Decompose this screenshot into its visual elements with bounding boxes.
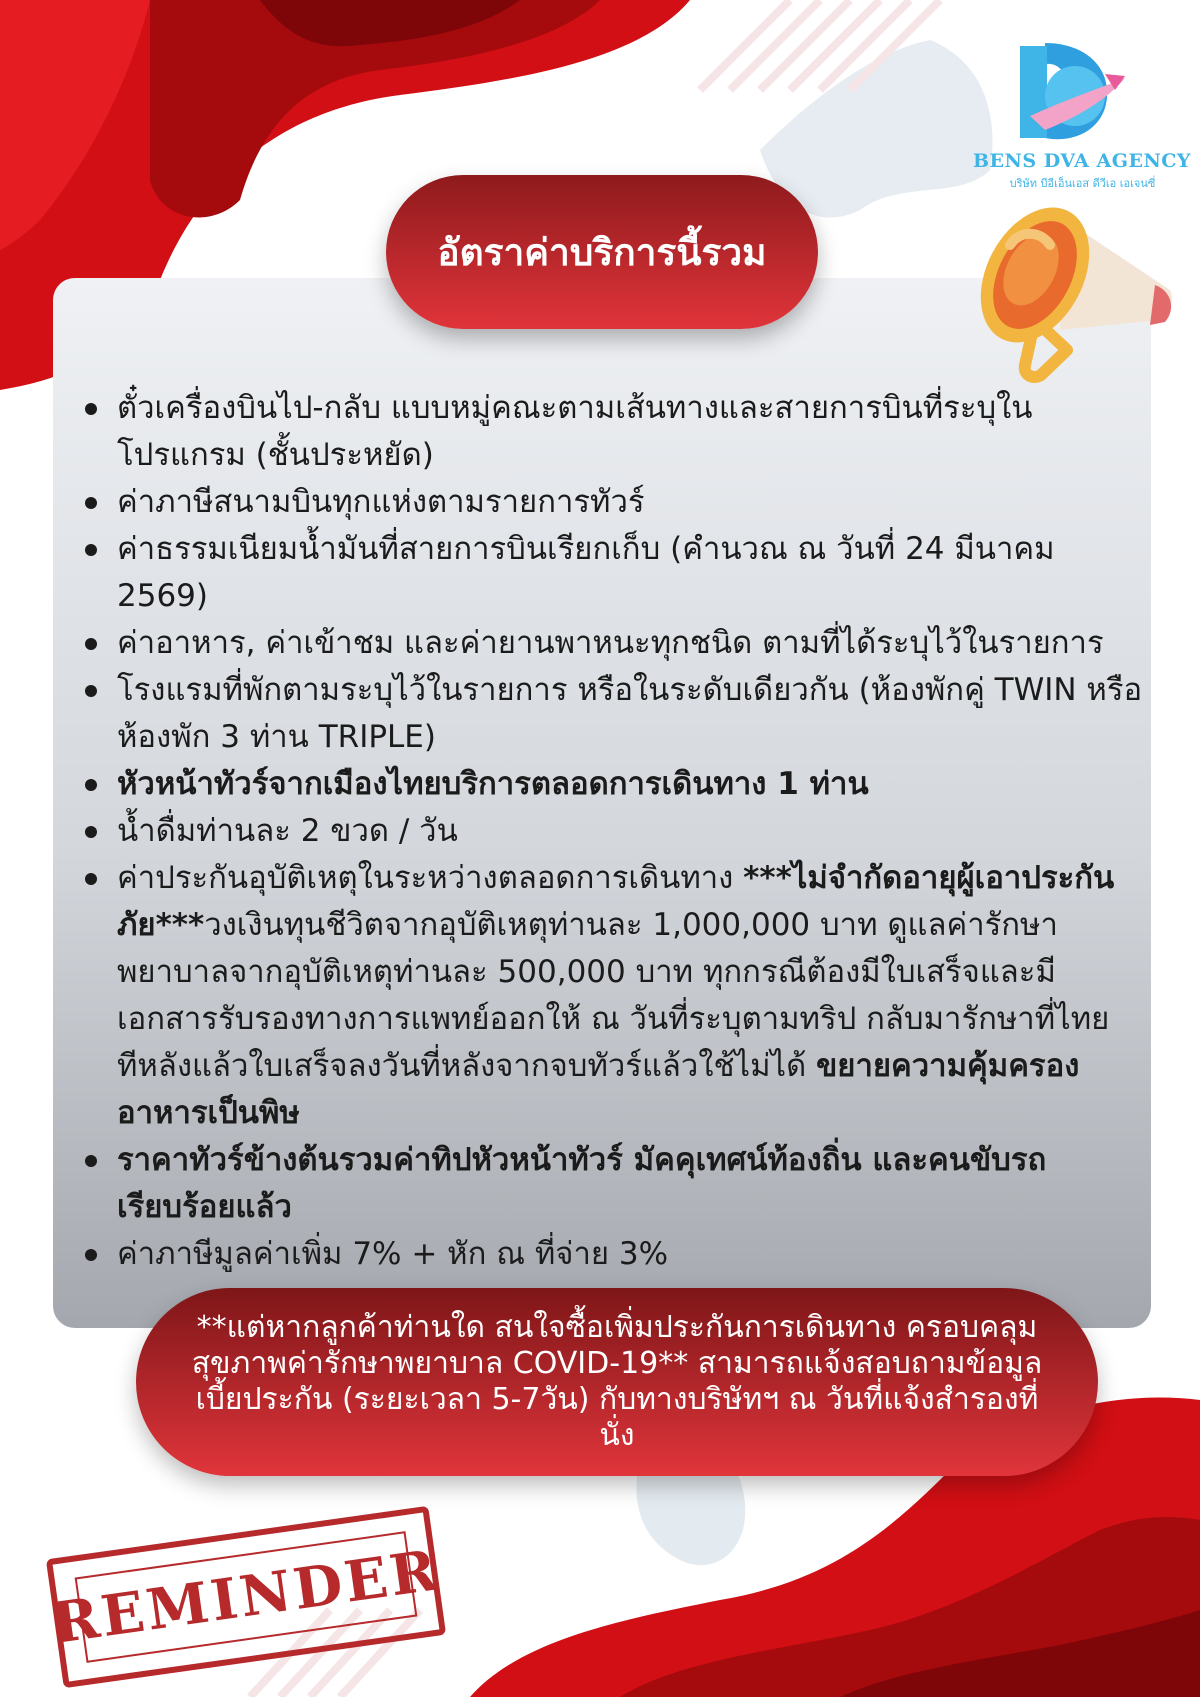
list-item-text: ค่าธรรมเนียมน้ำมันที่สายการบินเรียกเก็บ (คำนวณ ณ วันที่ 24 มีนาคม 2569) [117,531,1055,614]
list-item-text: ค่าภาษีสนามบินทุกแห่งตามรายการทัวร์ [117,484,645,520]
bens-dva-logo-icon [975,38,1190,148]
list-item-text: หัวหน้าทัวร์จากเมืองไทยบริการตลอดการเดินทาง 1 ท่าน [117,766,869,802]
page-title: อัตราค่าบริการนี้รวม [437,230,767,274]
reminder-stamp-inner [48,1531,444,1663]
included-services-list [82,385,1152,1278]
list-item [82,667,1152,761]
insurance-bold-food: ขยายความคุ้มครองอาหารเป็นพิษ [117,1048,1080,1131]
list-item [82,1137,1152,1231]
list-item-text: ราคาทัวร์ข้างต้นรวมค่าทิปหัวหน้าทัวร์ มัคคุเทศน์ท้องถิ่น และคนขับรถเรียบร้อยแล้ว [117,1142,1047,1225]
insurance-note-text: **แต่หากลูกค้าท่านใด สนใจซื้อเพิ่มประกันการเดินทาง ครอบคลุมสุขภาพค่ารักษาพยาบาล COVID-19** สามารถแจ้งสอบถามข้อมูลเบี้ยประกัน (ระยะเวลา 5-7วัน) กับทางบริษัทฯ ณ วันที่แจ้งสำรองที่นั่ง [191,1310,1043,1453]
list-item [82,385,1152,479]
list-item [82,808,1152,855]
list-item [82,479,1152,526]
list-item-text: ค่าอาหาร, ค่าเข้าชม และค่ายานพาหนะทุกชนิด ตามที่ได้ระบุไว้ในรายการ [117,625,1104,661]
logo-company-name: BENS DVA AGENCY [972,150,1191,172]
list-item [82,1231,1152,1278]
insurance-bold-age: ***ไม่จำกัดอายุผู้เอาประกันภัย*** [117,860,1115,943]
list-item [82,620,1152,667]
list-item-text: ค่าภาษีมูลค่าเพิ่ม 7% + หัก ณ ที่จ่าย 3% [117,1236,669,1272]
title-banner [386,175,818,329]
list-item [82,526,1152,620]
insurance-text-part2: วงเงินทุนชีวิตจากอุบัติเหตุท่านละ 1,000,000 บาท ดูแลค่ารักษาพยาบาลจากอุบัติเหตุท่านละ 500,000 บาท ทุกกรณีต้องมีใบเสร็จและมีเอกสารรับรองทางการแพทย์ออกให้ ณ วันที่ระบุตามทริป กลับมารักษาที่ไทยทีหลังแล้วใบเสร็จลงวันที่หลังจากจบทัวร์แล้วใช้ไม่ได้ [117,907,1110,1084]
insurance-note-banner [136,1288,1098,1476]
list-item-text: โรงแรมที่พักตามระบุไว้ในรายการ หรือในระดับเดียวกัน (ห้องพักคู่ TWIN หรือห้องพัก 3 ท่าน TRIPLE) [117,672,1143,755]
company-logo [972,38,1191,198]
list-item-text: น้ำดื่มท่านละ 2 ขวด / วัน [117,813,458,849]
reminder-stamp-text: REMINDER [48,1537,444,1657]
list-item [82,761,1152,808]
logo-company-subtitle: บริษัท บีอีเอ็นเอส ดีวีเอ เอเจนซี่ [1009,177,1156,190]
list-item [82,855,1152,1137]
insurance-text-part1: ค่าประกันอุบัติเหตุในระหว่างตลอดการเดินทาง [117,860,744,896]
list-item-text: ตั๋วเครื่องบินไป-กลับ แบบหมู่คณะตามเส้นทางและสายการบินที่ระบุในโปรแกรม (ชั้นประหยัด) [117,390,1033,473]
megaphone-icon [965,190,1180,390]
